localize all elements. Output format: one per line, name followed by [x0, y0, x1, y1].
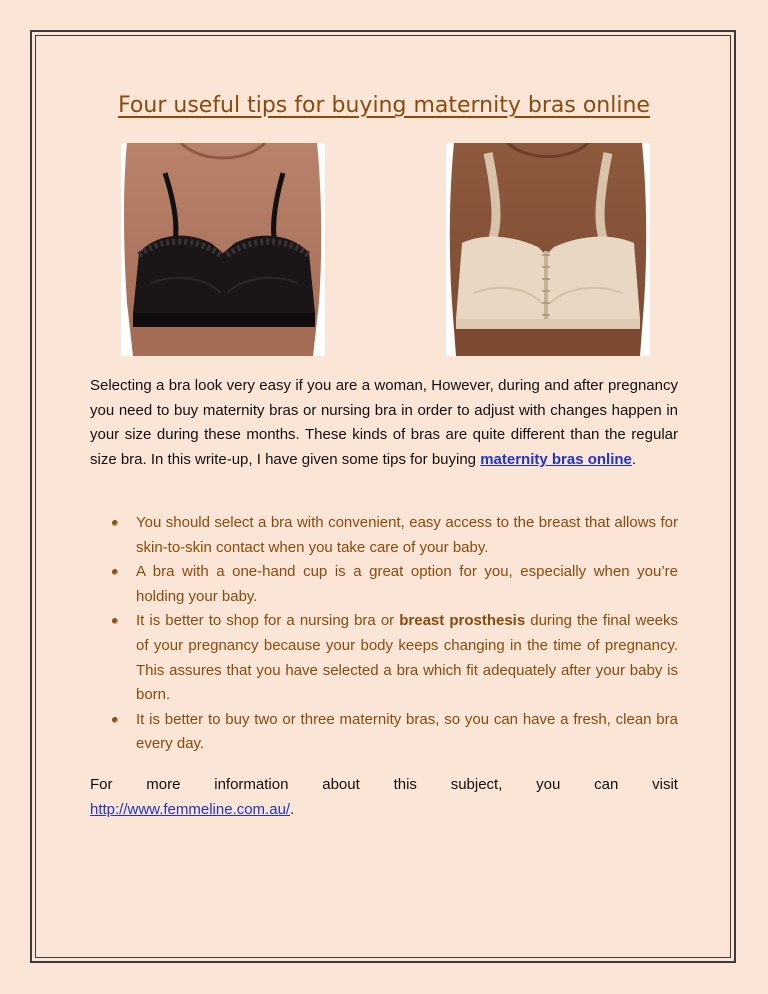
tip-text-post: during the final weeks of your pregnancy because your body keeps changing in the time of pregnancy. This assures that you have selected a bra which fit adequately after your baby is born. [136, 612, 679, 704]
tip-item [112, 609, 678, 707]
bullet-icon [112, 520, 118, 526]
bullet-icon [112, 618, 118, 624]
closing-word: For [90, 776, 113, 793]
tip-item [112, 708, 678, 757]
beige-front-closure-bra-photo [446, 143, 650, 356]
tip-text: It is better to buy two or three maternity bras, so you can have a fresh, clean bra every day. [136, 710, 678, 753]
closing-period: . [290, 800, 295, 818]
closing-word: this [393, 776, 417, 793]
intro-period: . [631, 450, 637, 468]
tip-text: A bra with a one-hand cup is a great option for you, especially when you’re holding your baby. [136, 563, 678, 605]
intro-paragraph [90, 374, 678, 472]
page-title: Four useful tips for buying maternity bras online [118, 93, 650, 118]
closing-line [90, 773, 678, 798]
tips-list [112, 511, 678, 757]
closing-word: about [322, 776, 360, 793]
maternity-bras-online-link[interactable]: maternity bras online [480, 450, 632, 468]
closing-paragraph [90, 773, 678, 822]
black-lace-bra-photo [121, 143, 325, 356]
femmeline-website-link[interactable]: http://www.femmeline.com.au/ [90, 800, 291, 818]
closing-link-line [90, 798, 678, 823]
intro-text: Selecting a bra look very easy if you are a woman, However, during and after pregnancy you need to buy maternity bras or nursing bra in order to adjust with changes happen in your size during these months. These kinds of bras are quite different than the regular size bra. In this write-up, I have given some tips for buying [90, 377, 678, 468]
tip-text-pre: It is better to shop for a nursing bra or [136, 612, 400, 630]
closing-word: subject, [450, 776, 503, 793]
closing-word: you [536, 776, 561, 793]
breast-prosthesis-keyword: breast prosthesis [399, 612, 526, 630]
bullet-icon [112, 569, 118, 575]
closing-word: visit [652, 776, 678, 793]
tip-text: You should select a bra with convenient, easy access to the breast that allows for skin-to-skin contact when you take care of your baby. [136, 514, 678, 556]
closing-word: more [146, 776, 181, 793]
bullet-icon [112, 717, 118, 723]
tip-item [112, 560, 678, 609]
tip-item [112, 511, 678, 560]
closing-word: can [594, 776, 619, 793]
closing-word: information [214, 776, 289, 793]
